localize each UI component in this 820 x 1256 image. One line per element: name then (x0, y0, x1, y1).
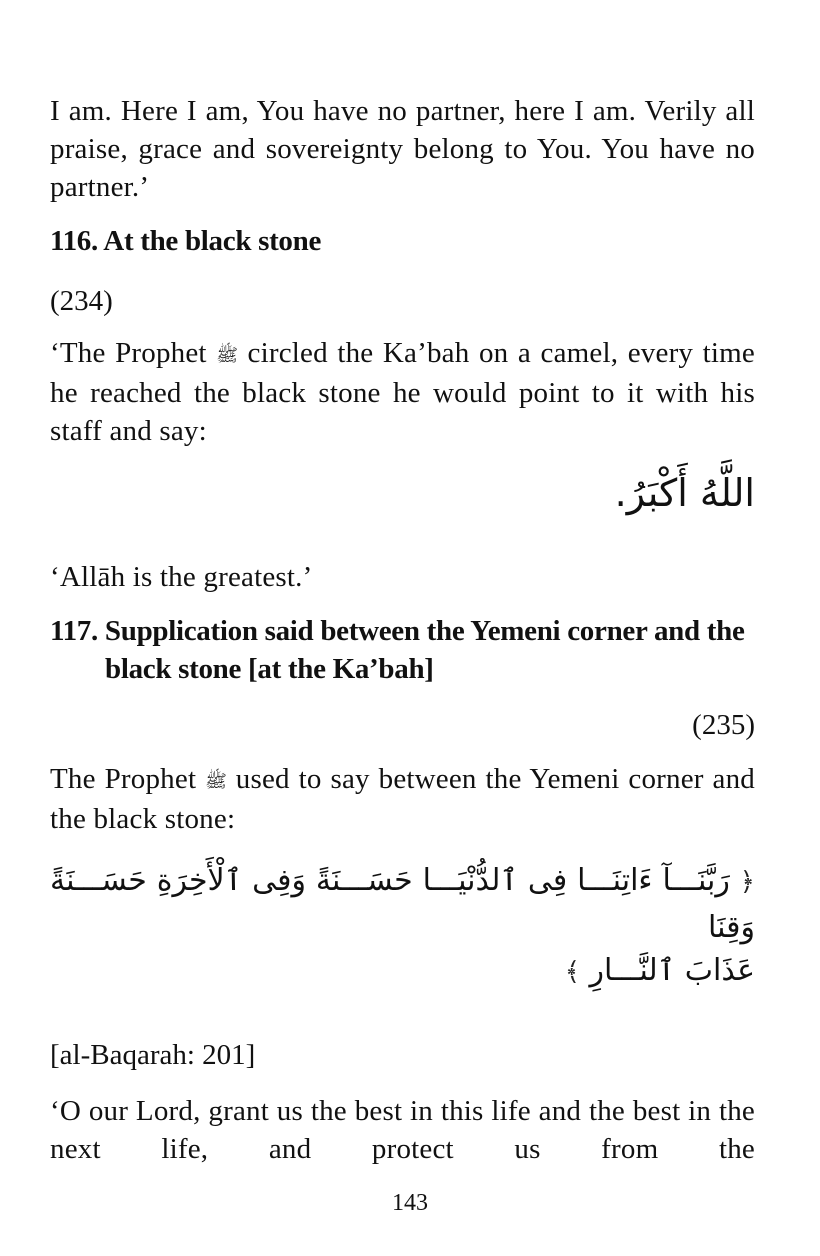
section-116-translation: ‘Allāh is the greatest.’ (50, 561, 313, 593)
section-117-text-after: used to say between the Yemeni corner and the black stone: (50, 763, 755, 836)
section-117-ref: (235) (692, 709, 755, 741)
intro-paragraph: I am. Here I am, You have no partner, here I am. Verily all praise, grace and sovereignty belong to You. You have no partner.’ (50, 95, 755, 203)
section-117-paragraph (50, 760, 755, 838)
arabic-verse-line1: رَبَّنَـــآ ءَاتِنَـــا فِى ٱلدُّنْيَـــا حَسَـــنَةً وَفِى ٱلْأَخِرَةِ حَسَـــنَةً وَقِنَا (50, 863, 755, 945)
section-116-paragraph (50, 334, 755, 450)
section-116-text-after: circled the Ka’bah on a camel, every time he reached the black stone he would point to it with his staff and say: (50, 337, 755, 448)
section-117-translation: ‘O our Lord, grant us the best in this life and the best in the next life, and protect us from the (50, 1095, 755, 1165)
section-117-text-before: The Prophet (50, 763, 206, 795)
section-117-heading-number: 117. (50, 615, 98, 647)
section-116-text-before: ‘The Prophet (50, 337, 217, 369)
salla-honorific-icon: ﷺ (205, 771, 227, 792)
arabic-verse-line2: عَذَابَ ٱلنَّـــارِ (589, 953, 755, 988)
quran-bracket-close-icon: ﴾ (564, 957, 580, 987)
section-117-arabic-line1 (50, 858, 755, 951)
page-number: 143 (392, 1190, 428, 1216)
section-116-heading: 116. At the black stone (50, 225, 322, 257)
section-117-arabic-line2 (50, 948, 755, 995)
section-116-arabic: اللَّهُ أَكْبَرُ. (614, 471, 755, 515)
section-117-heading (50, 612, 810, 688)
quran-bracket-open-icon: ﴿ (739, 867, 755, 897)
section-117-heading-text: Supplication said between the Yemeni corner and the black stone [at the Ka’bah] (104, 615, 745, 685)
section-117-citation: [al-Baqarah: 201] (50, 1039, 256, 1071)
section-116-ref: (234) (50, 285, 113, 317)
salla-honorific-icon: ﷺ (216, 345, 238, 366)
